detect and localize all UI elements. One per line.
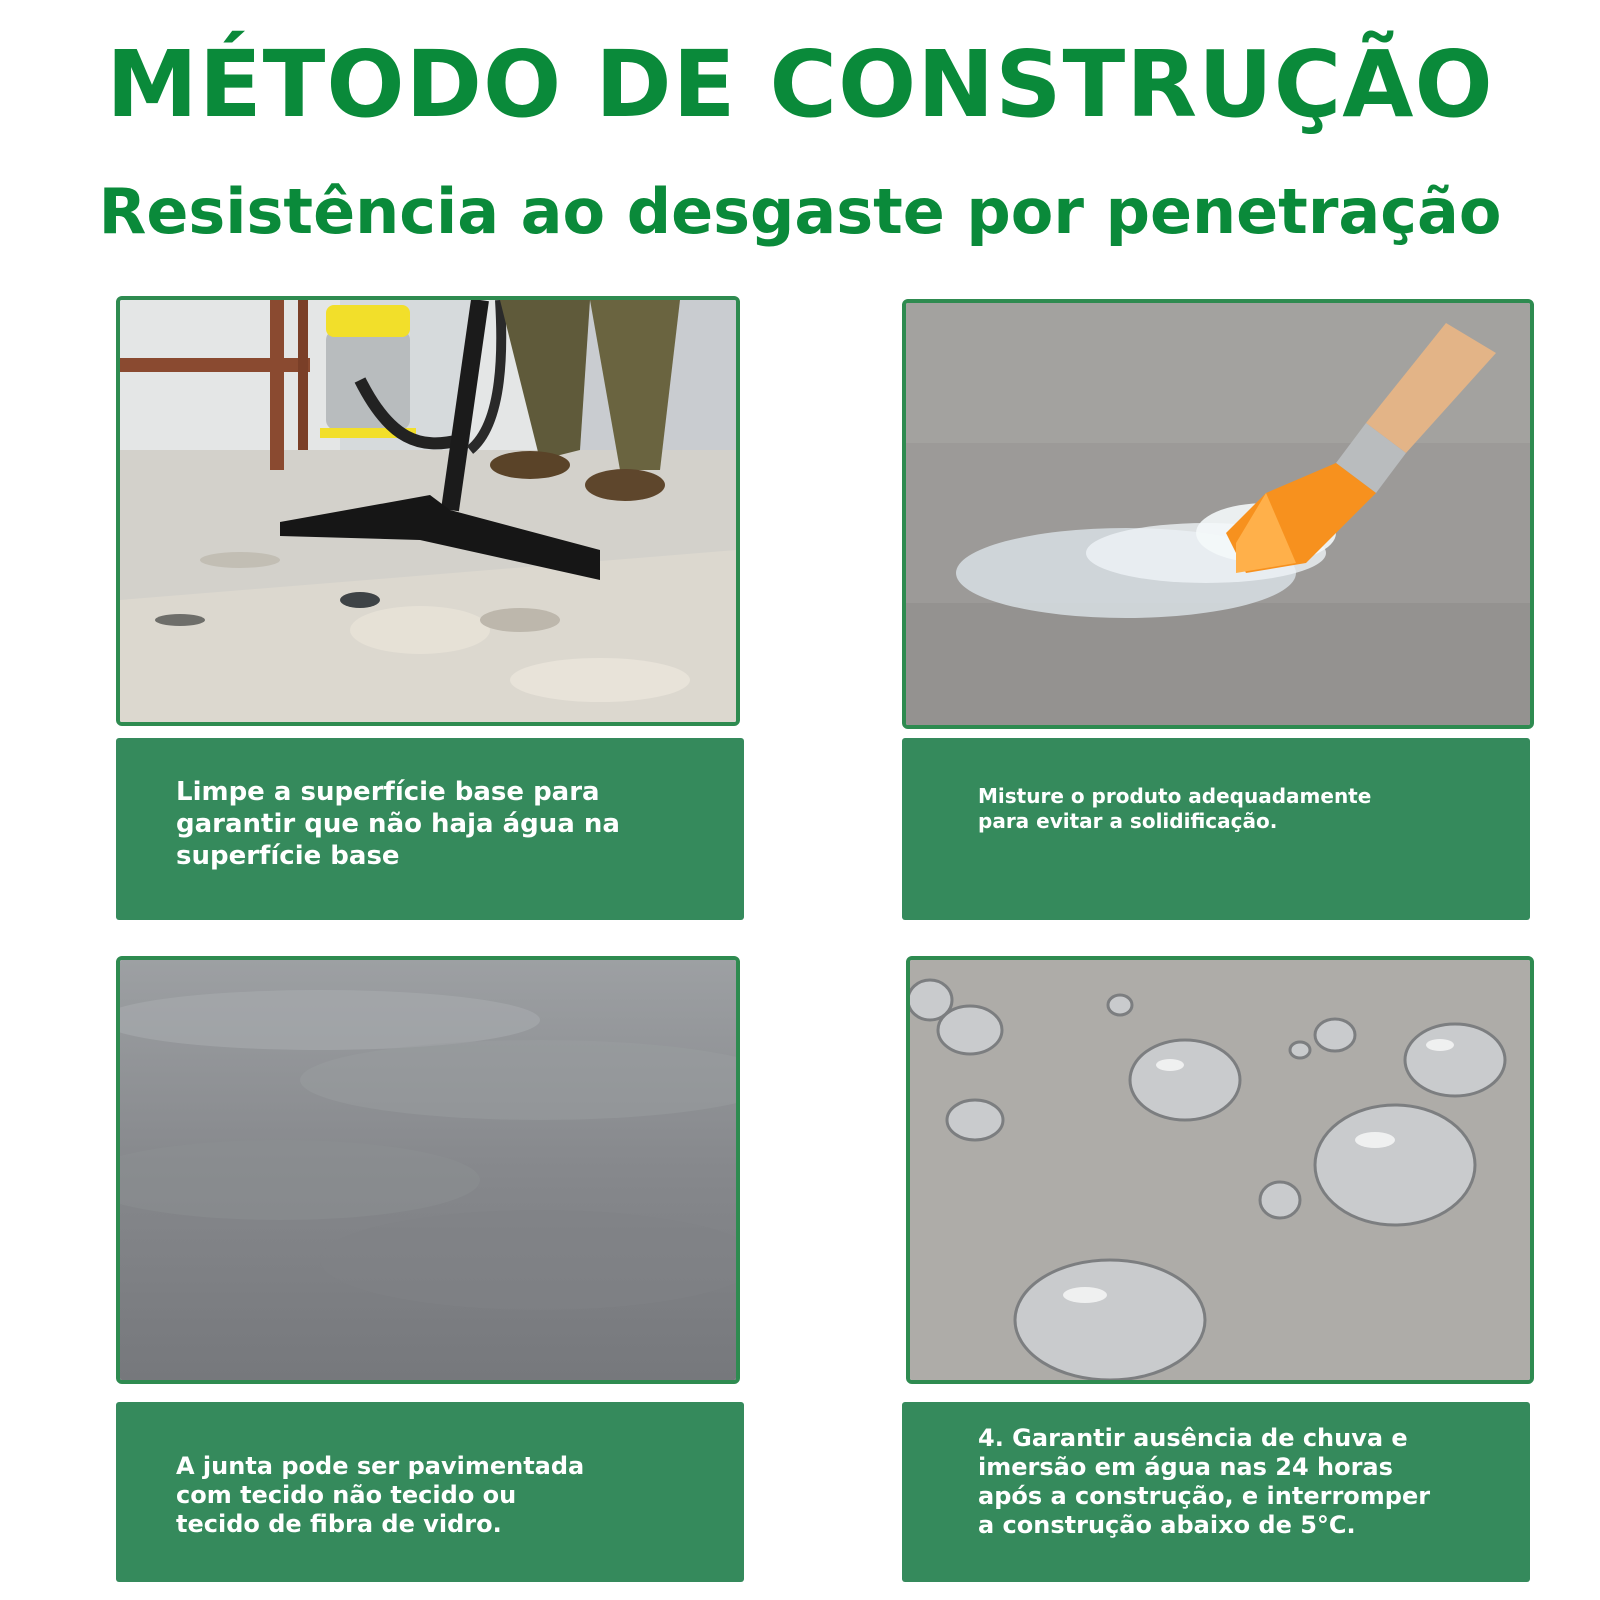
brush-application-photo [902, 299, 1534, 729]
step-3-caption: A junta pode ser pavimentada com tecido não tecido ou tecido de fibra de vidro. [176, 1452, 585, 1538]
step-3-caption-box [116, 1402, 744, 1582]
step-2-caption-box [902, 738, 1530, 920]
smooth-floor-photo [116, 956, 740, 1384]
water-droplets-photo [906, 956, 1534, 1384]
step-1-caption: Limpe a superfície base para garantir que não haja água na superfície base [176, 777, 620, 871]
step-2-caption: Misture o produto adequadamente para evitar a solidificação. [978, 784, 1372, 833]
step-4-caption-box [902, 1402, 1530, 1582]
step-4-caption: 4. Garantir ausência de chuva e imersão em água nas 24 horas após a construção, e interromper a construção abaixo de 5°C. [978, 1424, 1431, 1539]
vacuum-cleaning-photo [116, 296, 740, 726]
step-1-caption-box [116, 738, 744, 920]
page-subtitle: Resistência ao desgaste por penetração [98, 175, 1502, 248]
page-title: MÉTODO DE CONSTRUÇÃO [106, 31, 1494, 138]
